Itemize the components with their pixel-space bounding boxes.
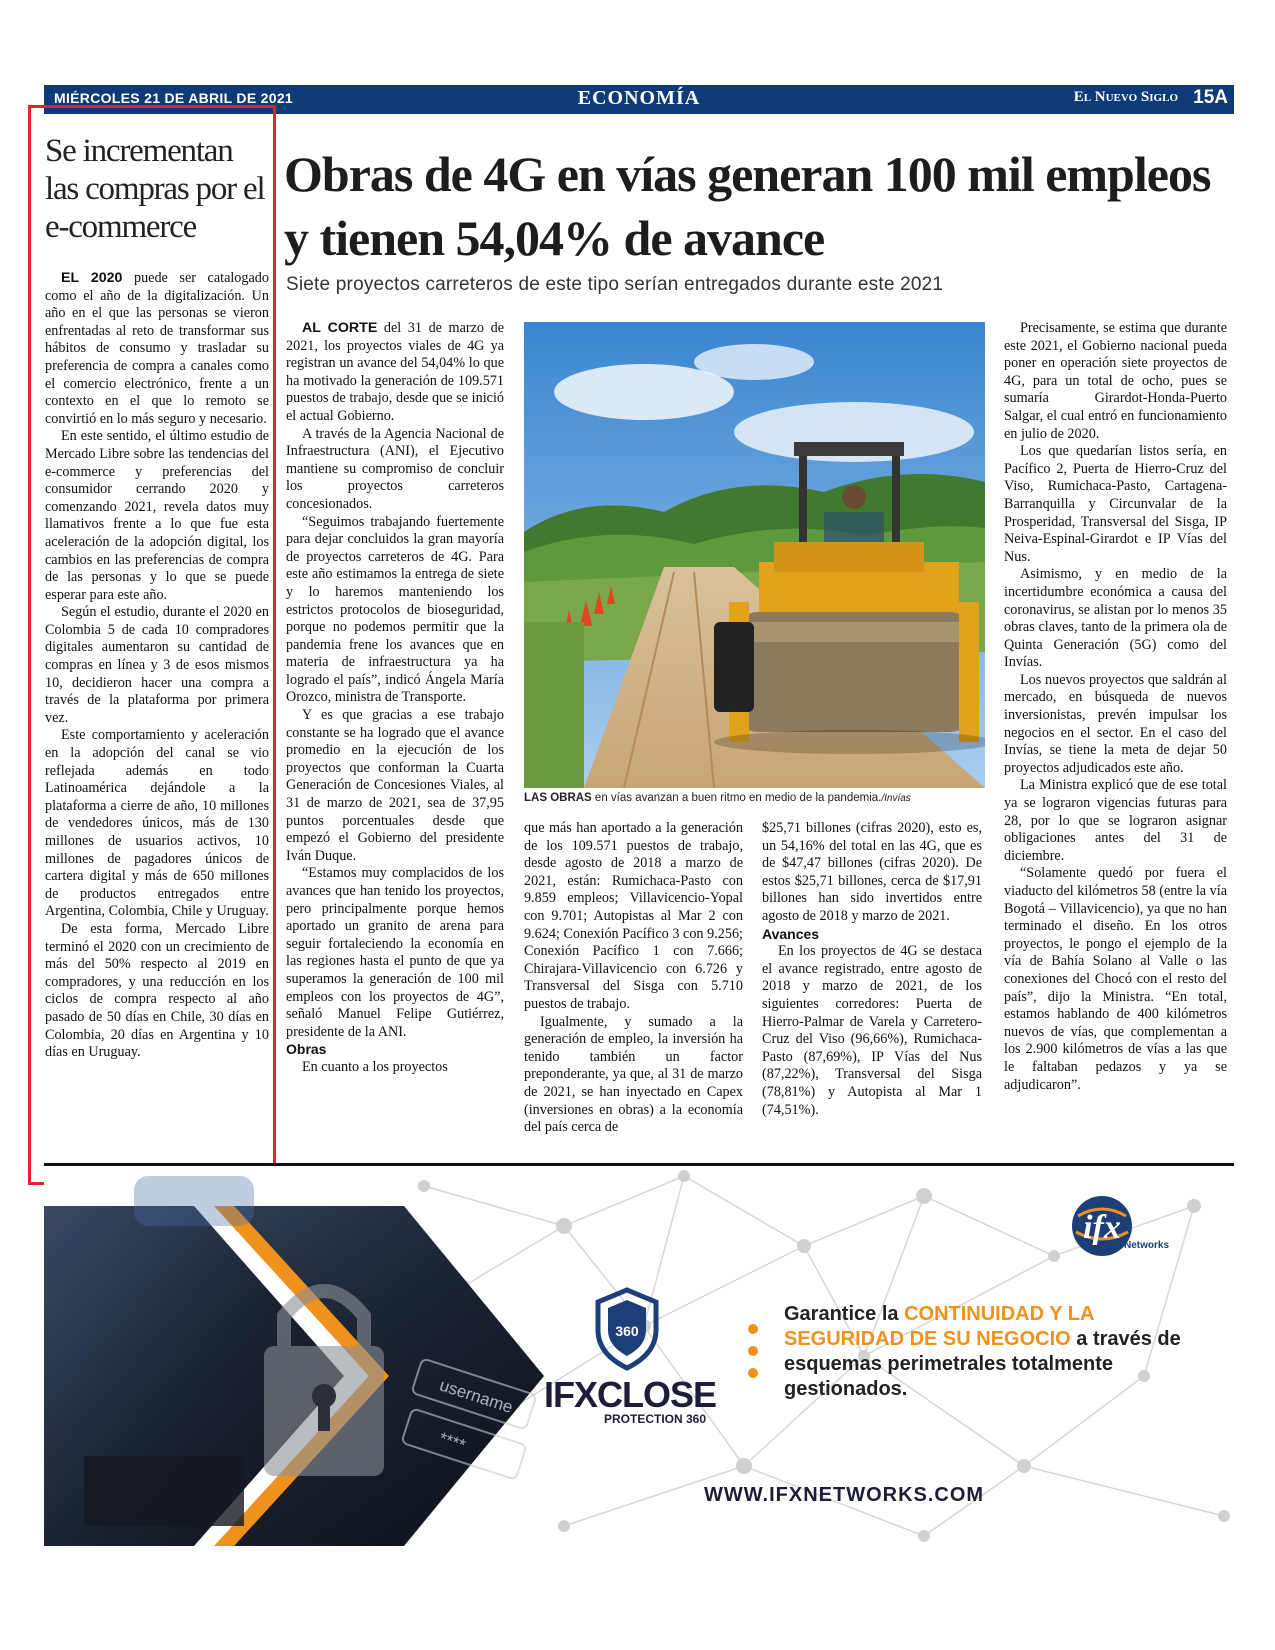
road-construction-photo — [524, 322, 985, 788]
article-paragraph: “Seguimos trabajando fuertemente para dejar concluidos la gran mayoría de proyectos carreteros de 4G. Para este año estimamos la entrega de siete y lo haremos manteniendo los estrictos protocolos de bioseguridad, porque no podemos permitir que la pandemia frene los avances que en materia de infraestructura ya ha logrado el país”, indicó Ángela María Orozco, ministra de Transporte. — [286, 513, 504, 706]
article-paragraph: AL CORTE del 31 de marzo de 2021, los proyectos viales de 4G ya registran un avance del 54,04% lo que ha motivado la generación de 109.571 puestos de trabajo, desde que se inició el actual Gobierno. — [286, 320, 504, 424]
shield-icon — [592, 1286, 662, 1371]
logo-subtitle: Networks — [1124, 1240, 1170, 1251]
article-column-1 — [286, 320, 504, 1077]
sidebar-lead: EL 2020 — [61, 270, 123, 286]
sidebar-paragraph: De esta forma, Mercado Libre terminó el 2020 con un crecimiento de más del 50% respecto al 2019 en compradores, y una reducción en los ciclos de compra respecto al año pasado de 50 días en Chile, 30 días en Colombia, 20 días en Argentina y 10 días en Uruguay. — [45, 920, 269, 1061]
sidebar-headline: Se incrementan las compras por el e-commerce — [45, 133, 265, 245]
section-name: ECONOMÍA — [577, 87, 701, 109]
article-paragraph: En los proyectos de 4G se destaca el avance registrado, entre agosto de 2018 y marzo de 2021, de los siguientes corredores: Puerta de Hierro-Palmar de Varela y Carretero-Cruz del Viso (96,66%), Rumichaca-Pasto (87,69%), IP Vías del Nus (87,22%), Transversal del Sisga (78,81%) y Autopista al Mar 1 (74,51%). — [762, 943, 982, 1118]
article-paragraph: Precisamente, se estima que durante este 2021, el Gobierno nacional pueda poner en operación siete proyectos de 4G, para un total de ocho, pues se sumaría Girardot-Honda-Puerto Salgar, el cual entró en funcionamiento en julio de 2020. — [1004, 320, 1227, 442]
page-number: 15A — [1193, 87, 1228, 108]
photo-caption-lead: LAS OBRAS — [524, 792, 592, 804]
article-paragraph: que más han aportado a la generación de los 109.571 puestos de trabajo, desde agosto de 2018 a marzo de 2021, están: Rumichaca-Pasto con 9.859 empleos; Villavicencio-Yopal con 9.701; Autopistas al Mar 2 con 9.624; Conexión Pacífico 3 con 9.256; Conexión Pacífico 1 con 7.666; Chirajara-Villavicencio con 6.726 y Transversal del Sisga con 5.710 puestos de trabajo. — [524, 820, 743, 1012]
ad-tagline: Garantice la CONTINUIDAD Y LA SEGURIDAD DE SU NEGOCIO a través de esquemas perimetrales totalmente gestionados. — [784, 1303, 1181, 1400]
article-column-2 — [524, 820, 743, 1137]
sidebar-paragraph: Este comportamiento y aceleración en la adopción del canal se vio reflejada además en todo Latinoamérica dejándole a la plataforma a cierre de año, 10 millones de vendedores únicos, más de 130 millones de usuarios activos, 10 millones de pagadores únicos de cartera digital y más de 650 millones de productos entregados entre Argentina, Colombia, Chile y Uruguay. — [45, 727, 269, 920]
shield-label: 360 — [615, 1323, 639, 1339]
ifx-networks-logo — [1064, 1186, 1184, 1266]
photo-credit: /Invías — [881, 793, 911, 804]
article-paragraph: Igualmente, y sumado a la generación de empleo, la inversión ha tenido también un factor preponderante, ya que, al 31 de marzo de 2021, se han inyectado en Capex (inversiones en obras) a la economía del país cerca de — [524, 1013, 743, 1136]
article-paragraph: La Ministra explicó que de ese total ya se lograron vigencias futuras para 28, por lo que se lograron asignar obligaciones antes del 31 de diciembre. — [1004, 777, 1227, 864]
article-paragraph: A través de la Agencia Nacional de Infraestructura (ANI), el Ejecutivo mantiene su compromiso de concluir los proyectos carreteros concesionados. — [286, 425, 504, 512]
article-paragraph: Y es que gracias a ese trabajo constante se ha logrado que el avance promedio en la ejecución de los proyectos que conforman la Cuarta Generación de Concesiones Viales, al 31 de marzo de 2021, sea de 37,95 puntos porcentuales desde que empezó el Gobierno del presidente Iván Duque. — [286, 707, 504, 864]
article-paragraph: Asimismo, y en medio de la incertidumbre económica a causa del coronavirus, se alistan por lo menos 35 obras claves, tanto de la primera ola de Quinta Generación (5G) como del Invías. — [1004, 566, 1227, 671]
article-paragraph: Los nuevos proyectos que saldrán al mercado, en búsqueda de nuevos inversionistas, prevén impulsar los negocios en el sector. En el caso del Invías, se tiene la meta de dejar 50 proyectos adjudicados este año. — [1004, 671, 1227, 776]
password-field-mask: **** — [436, 1428, 468, 1455]
logo-wordmark: ifx — [1083, 1209, 1121, 1246]
article-paragraph: “Estamos muy complacidos de los avances que han tenido los proyectos, pero principalmente porque hemos aportado un granito de arena para seguir fortaleciendo la economía en las regiones hasta el punto de que ya superamos la generación de 100 mil empleos con los proyectos de 4G”, señaló Manuel Felipe Gutiérrez, presidente de la ANI. — [286, 865, 504, 1040]
ad-website-link[interactable]: WWW.IFXNETWORKS.COM — [704, 1484, 985, 1506]
ifx-advertisement — [44, 1166, 1234, 1546]
sidebar-paragraph: EL 2020 puede ser catalogado como el año de la digitalización. Un año en el que las personas se vieron enfrentadas al reto de transformar sus hábitos de consumo y trasladar su preferencia de compra a canales como el comercio electrónico, frente a un contexto en el que lo remoto se convirtió en lo más seguro y necesario. — [45, 270, 269, 427]
orange-dots-icon — [746, 1321, 760, 1381]
newspaper-name: El Nuevo Siglo — [1073, 89, 1178, 105]
sidebar-paragraph: Según el estudio, durante el 2020 en Colombia 5 de cada 10 compradores digitales aumentaron su cantidad de compras en línea y 3 de esos mismos 10, decidieron hacer una compra a través de la plataforma por primera vez. — [45, 604, 269, 726]
protection-label: PROTECTION 360 — [604, 1412, 707, 1426]
article-paragraph: “Solamente quedó por fuera el viaducto del kilómetros 58 (entre la vía Bogotá – Villavicencio), ya que no han terminado el diseño. En los otros proyectos, le pongo el ejemplo de la vía de Bahía Solano al Valle o las conexiones del Chocó con el resto del país”, dijo la Ministra. “En total, estamos hablando de 400 kilómetros nuevos de vías, que complementan a los 2.900 kilómetros de vías a las que le faltaban pedazos y ya se adjudicaron”. — [1004, 865, 1227, 1093]
main-headline: Obras de 4G en vías generan 100 mil empleos y tienen 54,04% de avance — [284, 146, 1211, 266]
photo-caption: LAS OBRAS en vías avanzan a buen ritmo en medio de la pandemia./Invías — [524, 792, 911, 804]
article-column-4 — [1004, 320, 1227, 1094]
issue-date: MIÉRCOLES 21 DE ABRIL DE 2021 — [54, 90, 293, 106]
subheading-obras: Obras — [286, 1041, 327, 1058]
subheading-avances: Avances — [762, 925, 820, 942]
article-column-3 — [762, 820, 982, 1119]
main-subheadline: Siete proyectos carreteros de este tipo serían entregados durante este 2021 — [286, 274, 944, 295]
sidebar-article-body — [45, 270, 269, 1062]
article-lead: AL CORTE — [302, 320, 378, 336]
article-paragraph: $25,71 billones (cifras 2020), esto es, un 54,16% del total en las 4G, que es de $47,47 billones (cifras 2020). De estos $25,71 billones, cerca de $17,91 billones han sido invertidos entre agosto de 2018 y marzo de 2021. — [762, 820, 982, 924]
article-paragraph: Los que quedarían listos sería, en Pacífico 2, Puerta de Hierro-Cruz del Viso, Rumichaca-Pasto, Cartagena-Barranquilla y Circunvalar de la Prosperidad, Transversal del Sisga, IP Neiva-Espinal-Girardot e IP Vías del Nus. — [1004, 443, 1227, 565]
article-paragraph: En cuanto a los proyectos — [302, 1058, 448, 1075]
sidebar-paragraph: En este sentido, el último estudio de Mercado Libre sobre las tendencias del e-commerce y preferencias del consumidor cerrando 2020 y comenzando 2021, revela datos muy llamativos frente a lo que fue esta aceleración de la adopción digital, los cambios en las preferencias de compra de las personas y lo que se puede esperar para este año. — [45, 428, 269, 603]
road-roller-illustration — [524, 322, 985, 788]
ifx-close-brand: IFXCLOSE — [544, 1374, 717, 1415]
username-field-label: username — [437, 1375, 516, 1418]
